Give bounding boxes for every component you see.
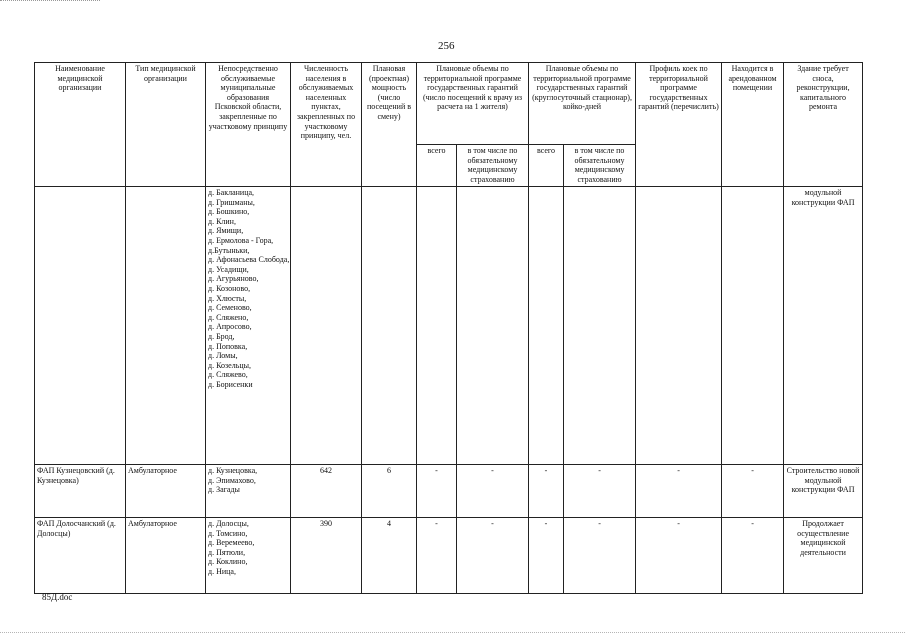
- cell-in-total: -: [529, 518, 564, 594]
- village-item: д. Козельцы,: [208, 360, 252, 370]
- village-item: д. Пятюли,: [208, 547, 246, 557]
- village-item: д. Томсино,: [208, 528, 248, 538]
- page-number: 256: [438, 40, 455, 52]
- cell-in-oms: -: [564, 518, 636, 594]
- cell-population: [291, 187, 362, 465]
- header-profile: Профиль коек по территориальной программе государственных гарантий (перечислить): [636, 63, 722, 187]
- header-rented: Находится в арендованном помещении: [722, 63, 784, 187]
- cell-profile: [636, 187, 722, 465]
- village-item: д. Ломы,: [208, 351, 238, 361]
- village-item: д. Ямищи,: [208, 226, 244, 236]
- cell-name: ФАП Долосчанский (д. Долосцы): [35, 518, 126, 594]
- cell-rented: -: [722, 465, 784, 518]
- cell-out-oms: -: [457, 518, 529, 594]
- cell-villages: [206, 518, 291, 594]
- village-item: д. Долосцы,: [208, 519, 249, 528]
- village-item: д. Веремеево,: [208, 538, 255, 548]
- cell-population: 642: [291, 465, 362, 518]
- cell-capacity: 4: [362, 518, 417, 594]
- cell-in-oms: [564, 187, 636, 465]
- village-item: д. Семеново,: [208, 303, 252, 313]
- village-item: д. Козоново,: [208, 283, 251, 293]
- cell-name: ФАП Кузнецовский (д. Кузнецовка): [35, 465, 126, 518]
- cell-out-oms: -: [457, 465, 529, 518]
- village-item: д. Загады: [208, 485, 240, 495]
- header-inpatient: Плановые объемы по территориальной программе государственных гарантий (круглосуточный стационар), койко-дней: [529, 63, 636, 145]
- cell-building: Продолжает осуществление медицинской деятельности: [784, 518, 863, 594]
- village-item: д. Сляжено,: [208, 312, 249, 322]
- cell-villages: [206, 465, 291, 518]
- village-item: д. Бошкино,: [208, 207, 250, 217]
- village-item: д. Хлюсты,: [208, 293, 247, 303]
- table-row: [35, 518, 863, 594]
- village-item: д. Ница,: [208, 566, 236, 576]
- village-item: д. Клин,: [208, 216, 236, 226]
- scan-artifact-top: [0, 0, 100, 3]
- table-row: [35, 187, 863, 465]
- cell-building: Строительство новой модульной конструкции ФАП: [784, 465, 863, 518]
- cell-type: Амбулаторное: [126, 518, 206, 594]
- cell-rented: [722, 187, 784, 465]
- header-out-total: всего: [417, 145, 457, 187]
- cell-profile: -: [636, 518, 722, 594]
- cell-out-total: -: [417, 518, 457, 594]
- header-population: Численность населения в обслуживаемых населенных пунктах, закрепленных по участковому принципу, чел.: [291, 63, 362, 187]
- village-item: д. Коклино,: [208, 557, 248, 567]
- header-outpatient: Плановые объемы по территориальной программе государственных гарантий (число посещений к врачу из расчета на 1 жителя): [417, 63, 529, 145]
- cell-out-total: -: [417, 465, 457, 518]
- village-item: д. Сляжево,: [208, 370, 248, 380]
- village-item: д. Поповка,: [208, 341, 248, 351]
- header-in-oms: в том числе по обязательному медицинскому страхованию: [564, 145, 636, 187]
- village-item: д. Усадищи,: [208, 264, 249, 274]
- cell-villages: [206, 187, 291, 465]
- cell-rented: -: [722, 518, 784, 594]
- cell-in-total: -: [529, 465, 564, 518]
- cell-out-oms: [457, 187, 529, 465]
- cell-capacity: [362, 187, 417, 465]
- cell-population: 390: [291, 518, 362, 594]
- village-item: д. Борисенки: [208, 379, 253, 389]
- cell-type: [126, 187, 206, 465]
- table-body: [35, 187, 863, 594]
- header-capacity: Плановая (проектная) мощность (число посещений в смену): [362, 63, 417, 187]
- village-item: д. Агурьяново,: [208, 274, 259, 284]
- village-item: д. Гришманы,: [208, 197, 255, 207]
- village-item: д. Апросово,: [208, 322, 252, 332]
- cell-in-oms: -: [564, 465, 636, 518]
- village-item: д. Ермолова - Гора,: [208, 235, 274, 245]
- header-building: Здание требует сноса, реконструкции, капитального ремонта: [784, 63, 863, 187]
- header-in-total: всего: [529, 145, 564, 187]
- table-row: [35, 465, 863, 518]
- facilities-table: [34, 62, 863, 594]
- cell-type: Амбулаторное: [126, 465, 206, 518]
- header-type: Тип медицинской организации: [126, 63, 206, 187]
- cell-profile: -: [636, 465, 722, 518]
- cell-name: [35, 187, 126, 465]
- scan-artifact-bottom: [0, 632, 905, 635]
- header-municipal: Непосредственно обслуживаемые муниципальные образования Псковской области, закрепленные по участковому принципу: [206, 63, 291, 187]
- document-footer: 85Д.doc: [42, 592, 73, 602]
- table-header: [35, 63, 863, 187]
- cell-building: модульной конструкции ФАП: [784, 187, 863, 465]
- header-name: Наименование медицинской организации: [35, 63, 126, 187]
- village-item: д. Афонасьева Слобода,: [208, 255, 290, 265]
- village-item: д. Бакланица,: [208, 188, 255, 197]
- village-item: д. Эпимахово,: [208, 475, 256, 485]
- cell-in-total: [529, 187, 564, 465]
- village-item: д.Бутыньки,: [208, 245, 250, 255]
- cell-capacity: 6: [362, 465, 417, 518]
- header-out-oms: в том числе по обязательному медицинскому страхованию: [457, 145, 529, 187]
- cell-out-total: [417, 187, 457, 465]
- village-item: д. Кузнецовка,: [208, 466, 258, 475]
- village-item: д. Брод,: [208, 331, 235, 341]
